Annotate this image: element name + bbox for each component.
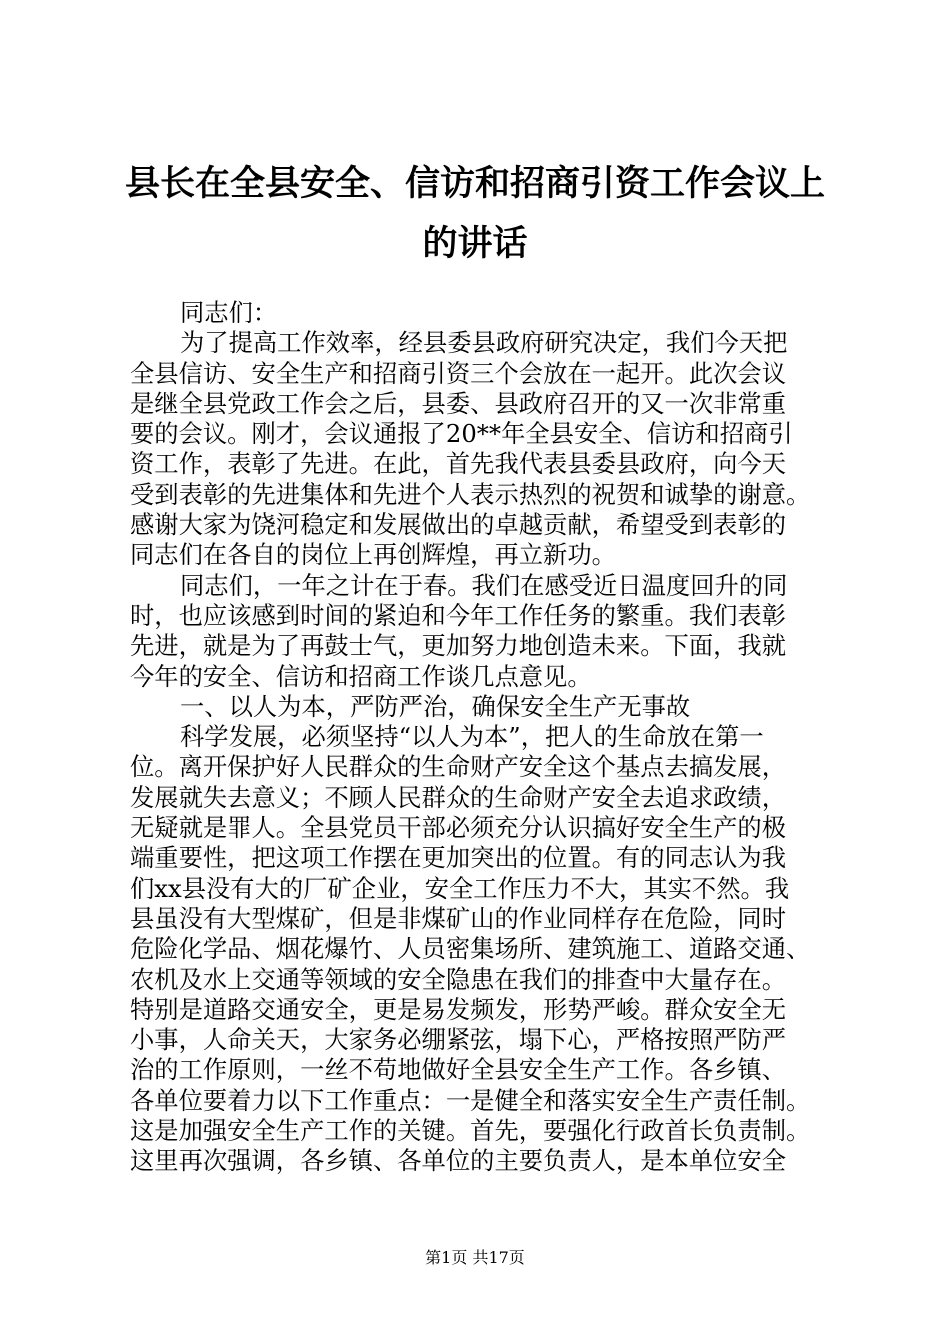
paragraph-line: 科学发展，必须坚持“以人为本”，把人的生命放在第一 <box>180 722 764 752</box>
paragraph-line: 端重要性，把这项工作摆在更加突出的位置。有的同志认为我 <box>130 843 787 873</box>
paragraph-line: 农机及水上交通等领域的安全隐患在我们的排查中大量存在。 <box>130 964 787 994</box>
paragraph-line: 小事，人命关天，大家务必绷紧弦，塌下心，严格按照严防严 <box>130 1025 787 1055</box>
section-heading-1 <box>130 692 835 722</box>
paragraph-line: 资工作，表彰了先进。在此，首先我代表县委县政府，向今天 <box>130 449 787 479</box>
paragraph-line: 治的工作原则，一丝不苟地做好全县安全生产工作。各乡镇、 <box>130 1055 787 1085</box>
paragraph-line: 感谢大家为饶河稳定和发展做出的卓越贡献，希望受到表彰的 <box>130 510 787 540</box>
paragraph-line: 这里再次强调，各乡镇、各单位的主要负责人，是本单位安全 <box>130 1146 787 1176</box>
salutation <box>130 298 835 328</box>
paragraph-line: 为了提高工作效率，经县委县政府研究决定，我们今天把 <box>180 328 788 358</box>
paragraph-line: 受到表彰的先进集体和先进个人表示热烈的祝贺和诚挚的谢意。 <box>130 479 811 509</box>
paragraph-line: 们xx县没有大的厂矿企业，安全工作压力不大，其实不然。我 <box>130 873 790 903</box>
paragraph-line: 特别是道路交通安全，更是易发频发，形势严峻。群众安全无 <box>130 994 787 1024</box>
paragraph-line: 危险化学品、烟花爆竹、人员密集场所、建筑施工、道路交通、 <box>130 934 811 964</box>
document-title-line-1: 县长在全县安全、信访和招商引资工作会议上 <box>124 164 825 204</box>
paragraph-line: 位。离开保护好人民群众的生命财产安全这个基点去搞发展， <box>130 752 787 782</box>
paragraph-1 <box>130 328 835 570</box>
page-number-label: 第1页 共17页 <box>425 1248 525 1267</box>
paragraph-line: 无疑就是罪人。全县党员干部必须充分认识搞好安全生产的极 <box>130 813 787 843</box>
document-title-line-2: 的讲话 <box>422 224 528 264</box>
paragraph-line: 这是加强安全生产工作的关键。首先，要强化行政首长负责制。 <box>130 1116 811 1146</box>
paragraph-line: 发展就失去意义；不顾人民群众的生命财产安全去追求政绩， <box>130 782 787 812</box>
page-footer <box>0 1248 950 1268</box>
paragraph-3 <box>130 722 835 1176</box>
paragraph-line: 今年的安全、信访和招商工作谈几点意见。 <box>130 661 592 691</box>
document-body <box>130 298 835 1177</box>
paragraph-line: 县虽没有大型煤矿，但是非煤矿山的作业同样存在危险，同时 <box>130 903 787 933</box>
paragraph-line: 先进，就是为了再鼓士气，更加努力地创造未来。下面，我就 <box>130 631 787 661</box>
paragraph-line: 各单位要着力以下工作重点：一是健全和落实安全生产责任制。 <box>130 1085 811 1115</box>
paragraph-2 <box>130 571 835 692</box>
section-heading-text: 一、以人为本，严防严治，确保安全生产无事故 <box>180 691 691 721</box>
paragraph-line: 同志们在各自的岗位上再创辉煌，再立新功。 <box>130 540 616 570</box>
paragraph-line: 时，也应该感到时间的紧迫和今年工作任务的繁重。我们表彰 <box>130 600 787 630</box>
paragraph-line: 是继全县党政工作会之后，县委、县政府召开的又一次非常重 <box>130 388 787 418</box>
paragraph-line: 要的会议。刚才，会议通报了20**年全县安全、信访和招商引 <box>130 419 793 449</box>
salutation-text: 同志们： <box>180 298 278 327</box>
paragraph-line: 全县信访、安全生产和招商引资三个会放在一起开。此次会议 <box>130 358 787 388</box>
paragraph-line: 同志们，一年之计在于春。我们在感受近日温度回升的同 <box>180 570 788 600</box>
